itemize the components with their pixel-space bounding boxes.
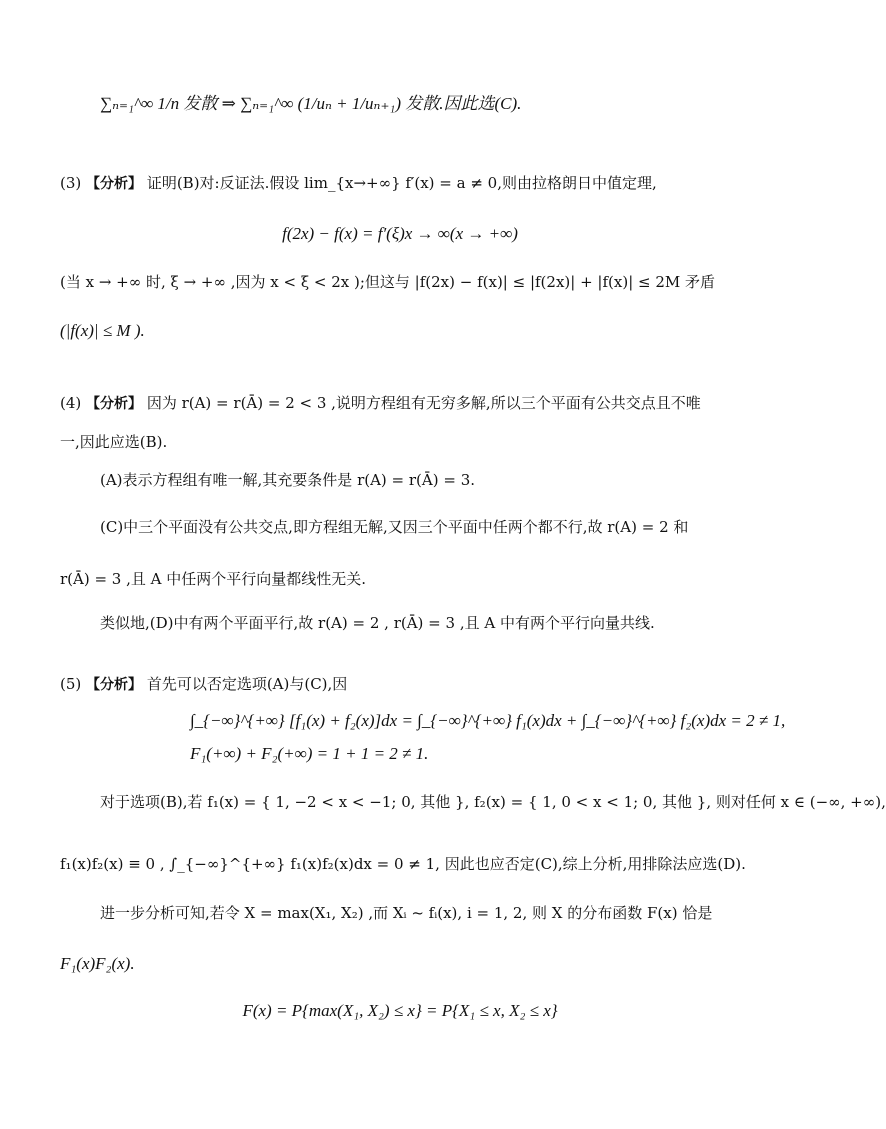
analysis-label: 【分析】 bbox=[86, 176, 143, 192]
item-4-heading-line: (4) 【分析】 因为 r(A) = r(Ā) = 2 < 3 ,说明方程组有无穷多解,所以三个平面有公共交点且不唯 bbox=[60, 394, 701, 412]
text-line: 进一步分析可知,若令 X = max(X₁, X₂) ,而 Xᵢ ~ fᵢ(x), i = 1, 2, 则 X 的分布函数 F(x) 恰是 bbox=[100, 904, 713, 922]
text-line: 类似地,(D)中有两个平面平行,故 r(A) = 2 , r(Ā) = 3 ,且 A 中有两个平行向量共线. bbox=[100, 614, 655, 632]
item-3-heading-line: (3) 【分析】 证明(B)对:反证法.假设 lim_{x→+∞} f′(x) = a ≠ 0,则由拉格朗日中值定理, bbox=[60, 174, 657, 192]
piecewise-line: 对于选项(B),若 f₁(x) = { 1, −2 < x < −1; 0, 其他 }, f₂(x) = { 1, 0 < x < 1; 0, 其他 }, 则对任何 x ∈ (−∞, +∞), bbox=[100, 793, 886, 811]
item-5-heading-line: (5) 【分析】 首先可以否定选项(A)与(C),因 bbox=[60, 675, 348, 693]
text-line: f₁(x)f₂(x) ≡ 0 , ∫_{−∞}^{+∞} f₁(x)f₂(x)dx = 0 ≠ 1, 因此也应否定(C),综上分析,用排除法应选(D). bbox=[60, 855, 746, 873]
cdf-equation: F₁(+∞) + F₂(+∞) = 1 + 1 = 2 ≠ 1. bbox=[190, 744, 429, 763]
series-divergence-line: ∑ₙ₌₁^∞ 1/n 发散 ⇒ ∑ₙ₌₁^∞ (1/uₙ + 1/uₙ₊₁) 发散.因此选(C). bbox=[100, 94, 522, 113]
text-line: (A)表示方程组有唯一解,其充要条件是 r(A) = r(Ā) = 3. bbox=[100, 471, 476, 489]
text-line: 一,因此应选(B). bbox=[60, 433, 168, 451]
text-line: (|f(x)| ≤ M ). bbox=[60, 321, 145, 340]
display-equation: f(2x) − f(x) = f′(ξ)x → ∞(x → +∞) bbox=[282, 224, 518, 243]
analysis-label: 【分析】 bbox=[86, 396, 143, 412]
text-line: F₁(x)F₂(x). bbox=[60, 954, 135, 973]
text-line: r(Ā) = 3 ,且 A 中任两个平行向量都线性无关. bbox=[60, 570, 367, 588]
analysis-label: 【分析】 bbox=[86, 677, 143, 693]
text-line: (当 x → +∞ 时, ξ → +∞ ,因为 x < ξ < 2x );但这与 |f(2x) − f(x)| ≤ |f(2x)| + |f(x)| ≤ 2M 矛盾 bbox=[60, 273, 716, 291]
integral-equation: ∫_{−∞}^{+∞} [f₁(x) + f₂(x)]dx = ∫_{−∞}^{+∞} f₁(x)dx + ∫_{−∞}^{+∞} f₂(x)dx = 2 ≠ 1, bbox=[190, 711, 786, 730]
text-line: (C)中三个平面没有公共交点,即方程组无解,又因三个平面中任两个都不行,故 r(A) = 2 和 bbox=[100, 518, 689, 536]
display-equation: F(x) = P{max(X₁, X₂) ≤ x} = P{X₁ ≤ x, X₂ ≤ x} bbox=[242, 1001, 558, 1020]
